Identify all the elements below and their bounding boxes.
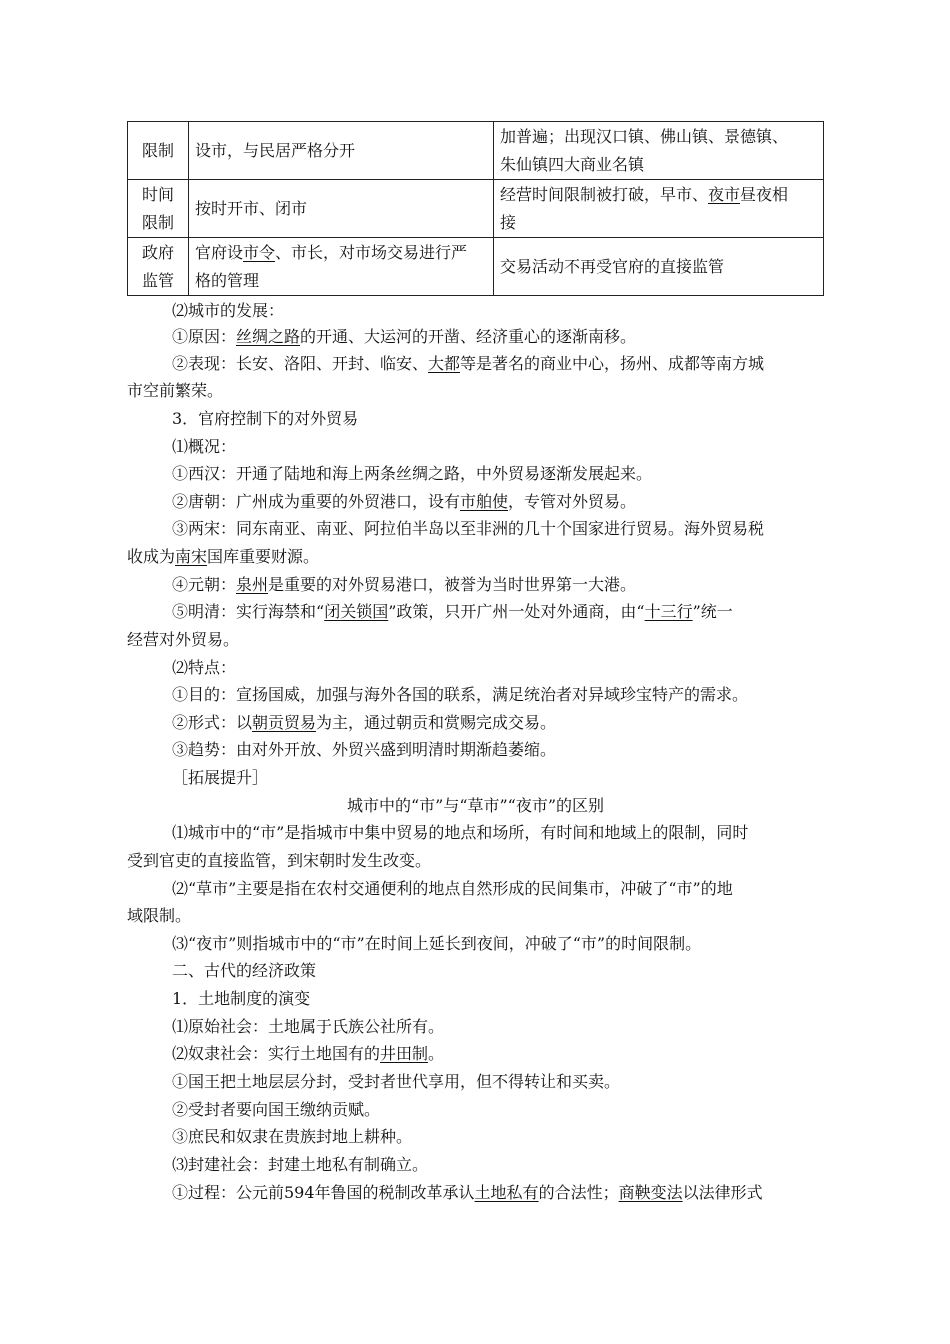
- underlined-term: 市令: [243, 242, 276, 262]
- paragraph-line: [172, 434, 236, 460]
- text: 经营对外贸易。: [127, 630, 240, 649]
- text: 二、古代的经济政策: [172, 961, 317, 980]
- underlined-term: 南宋: [175, 547, 208, 566]
- paragraph-line: [172, 931, 701, 957]
- underlined-term: 闭关锁国: [324, 602, 389, 621]
- paragraph-line: [172, 682, 748, 708]
- text: 的开通、大运河的开凿、经济重心的逐渐南移。: [300, 327, 637, 346]
- underlined-term: 土地私有: [474, 1183, 539, 1202]
- text: 3．官府控制下的对外贸易: [172, 409, 359, 428]
- cell-text: 、市长，对市场交易进行严: [275, 242, 468, 262]
- cell-text: 经营时间限制被打破，早市、: [500, 184, 709, 204]
- text: ①西汉：开通了陆地和海上两条丝绸之路，中外贸易逐渐发展起来。: [172, 464, 653, 483]
- underlined-term: 商鞅变法: [618, 1183, 683, 1202]
- cell-text: 按时开市、闭市: [195, 198, 308, 218]
- paragraph-line: [172, 1124, 412, 1150]
- text: ①目的：宣扬国威，加强与海外各国的联系，满足统治者对异域珍宝特产的需求。: [172, 685, 749, 704]
- text: ⑵特点：: [172, 658, 237, 677]
- table-cell: [189, 122, 494, 180]
- underlined-term: 市舶使: [460, 492, 509, 511]
- paragraph-line: [172, 489, 636, 515]
- paragraph-line: [172, 737, 556, 763]
- paragraph-line: [172, 986, 310, 1012]
- paragraph-line: [172, 958, 316, 984]
- cell-text: 时间: [141, 184, 174, 204]
- text: ⑶“夜市”则指城市中的“市”在时间上延长到夜间，冲破了“市”的时间限制。: [172, 934, 702, 953]
- paragraph-line: [172, 1041, 444, 1067]
- cell-text: 昼夜相: [740, 184, 789, 204]
- paragraph-line: [127, 544, 319, 570]
- text: ⑤明清：实行海禁和“: [172, 602, 325, 621]
- table-row: [128, 122, 824, 180]
- paragraph-line: [172, 765, 268, 791]
- text: 等是著名的商业中心，扬州、成都等南方城: [460, 354, 765, 373]
- text: ⑴原始社会：土地属于氏族公社所有。: [172, 1017, 445, 1036]
- underlined-term: 丝绸之路: [236, 327, 301, 346]
- table-row: [128, 238, 824, 296]
- text: ①原因：: [172, 327, 237, 346]
- table-cell: [189, 238, 494, 296]
- text: 。: [428, 1044, 445, 1063]
- text: ②受封者要向国王缴纳贡赋。: [172, 1100, 381, 1119]
- text: 收成为: [127, 547, 176, 566]
- text: ⑵城市的发展：: [172, 301, 285, 320]
- table-cell: [128, 122, 189, 180]
- cell-text: 限制: [141, 140, 174, 160]
- text: 为主，通过朝贡和赏赐完成交易。: [316, 713, 557, 732]
- cell-text: 交易活动不再受官府的直接监管: [500, 256, 725, 276]
- paragraph-line: [172, 351, 764, 377]
- paragraph-line: [127, 378, 223, 404]
- text: 城市中的“市”与“草市”“夜市”的区别: [346, 796, 605, 815]
- text: ①过程：公元前594年鲁国的税制改革承认: [172, 1183, 475, 1202]
- cell-text: 监管: [141, 270, 174, 290]
- text: 域限制。: [127, 906, 192, 925]
- paragraph-line: [172, 710, 556, 736]
- paragraph-line: [127, 903, 191, 929]
- comparison-table: [127, 121, 824, 296]
- text: ④元朝：: [172, 575, 237, 594]
- paragraph-line: [172, 461, 652, 487]
- text: ③两宋：同东南亚、南亚、阿拉伯半岛以至非洲的几十个国家进行贸易。海外贸易税: [172, 519, 765, 538]
- text: ①国王把土地层层分封，受封者世代享用，但不得转让和买卖。: [172, 1072, 621, 1091]
- paragraph-line: [172, 1180, 763, 1206]
- text: 以法律形式: [682, 1183, 763, 1202]
- paragraph-line: [127, 627, 239, 653]
- text: ③趋势：由对外开放、外贸兴盛到明清时期渐趋萎缩。: [172, 740, 557, 759]
- underlined-term: 朝贡贸易: [252, 713, 317, 732]
- paragraph-line: [172, 406, 358, 432]
- text: 1．土地制度的演变: [172, 989, 311, 1008]
- underlined-term: 十三行: [644, 602, 693, 621]
- cell-text: 设市，与民居严格分开: [195, 140, 356, 160]
- cell-text: 朱仙镇四大商业名镇: [500, 154, 645, 174]
- text: ②形式：以: [172, 713, 253, 732]
- cell-text: 接: [500, 212, 517, 232]
- paragraph-line: [172, 1014, 444, 1040]
- cell-text: 加普遍；出现汉口镇、佛山镇、景德镇、: [500, 126, 789, 146]
- text: ③庶民和奴隶在贵族封地上耕种。: [172, 1127, 413, 1146]
- cell-text: 政府: [141, 242, 174, 262]
- table-cell: [128, 180, 189, 238]
- table-cell: [494, 122, 824, 180]
- text: ”政策，只开广州一处对外通商，由“: [388, 602, 645, 621]
- paragraph-line: [172, 876, 733, 902]
- text: ⑴城市中的“市”是指城市中集中贸易的地点和场所，有时间和地域上的限制，同时: [172, 823, 749, 842]
- text: ”统一: [692, 602, 733, 621]
- cell-text: 官府设: [195, 242, 244, 262]
- paragraph-line: [127, 848, 431, 874]
- table-row: [128, 180, 824, 238]
- text: 受到官吏的直接监管，到宋朝时发生改变。: [127, 851, 432, 870]
- underlined-term: 泉州: [236, 575, 269, 594]
- text: ②表现：长安、洛阳、开封、临安、: [172, 354, 429, 373]
- paragraph-line: [172, 820, 748, 846]
- table-cell: [494, 238, 824, 296]
- text: ⑶封建社会：封建土地私有制确立。: [172, 1155, 429, 1174]
- paragraph-line: [172, 1069, 620, 1095]
- text: ，专管对外贸易。: [508, 492, 637, 511]
- table-cell: [189, 180, 494, 238]
- paragraph-line: [172, 599, 733, 625]
- table-cell: [494, 180, 824, 238]
- text: 市空前繁荣。: [127, 381, 224, 400]
- paragraph-line: [172, 516, 764, 542]
- text: 的合法性；: [538, 1183, 619, 1202]
- underlined-term: 大都: [428, 354, 461, 373]
- paragraph-line: [172, 572, 636, 598]
- paragraph-line: [172, 1097, 380, 1123]
- paragraph-line: [172, 298, 284, 324]
- paragraph-line: [172, 324, 636, 350]
- cell-text: 格的管理: [195, 270, 260, 290]
- paragraph-line: [172, 655, 236, 681]
- text: 是重要的对外贸易港口，被誉为当时世界第一大港。: [268, 575, 637, 594]
- cell-text: 限制: [141, 212, 174, 232]
- text: ⑵奴隶社会：实行土地国有的: [172, 1044, 381, 1063]
- text: 国库重要财源。: [207, 547, 320, 566]
- text: ②唐朝：广州成为重要的外贸港口，设有: [172, 492, 461, 511]
- text: ⑴概况：: [172, 437, 237, 456]
- table-cell: [128, 238, 189, 296]
- underlined-term: 井田制: [380, 1044, 429, 1063]
- underlined-term: 夜市: [708, 184, 741, 204]
- section-title: [127, 793, 824, 819]
- paragraph-line: [172, 1152, 428, 1178]
- text: ［拓展提升］: [172, 768, 269, 787]
- text: ⑵“草市”主要是指在农村交通便利的地点自然形成的民间集市，冲破了“市”的地: [172, 879, 733, 898]
